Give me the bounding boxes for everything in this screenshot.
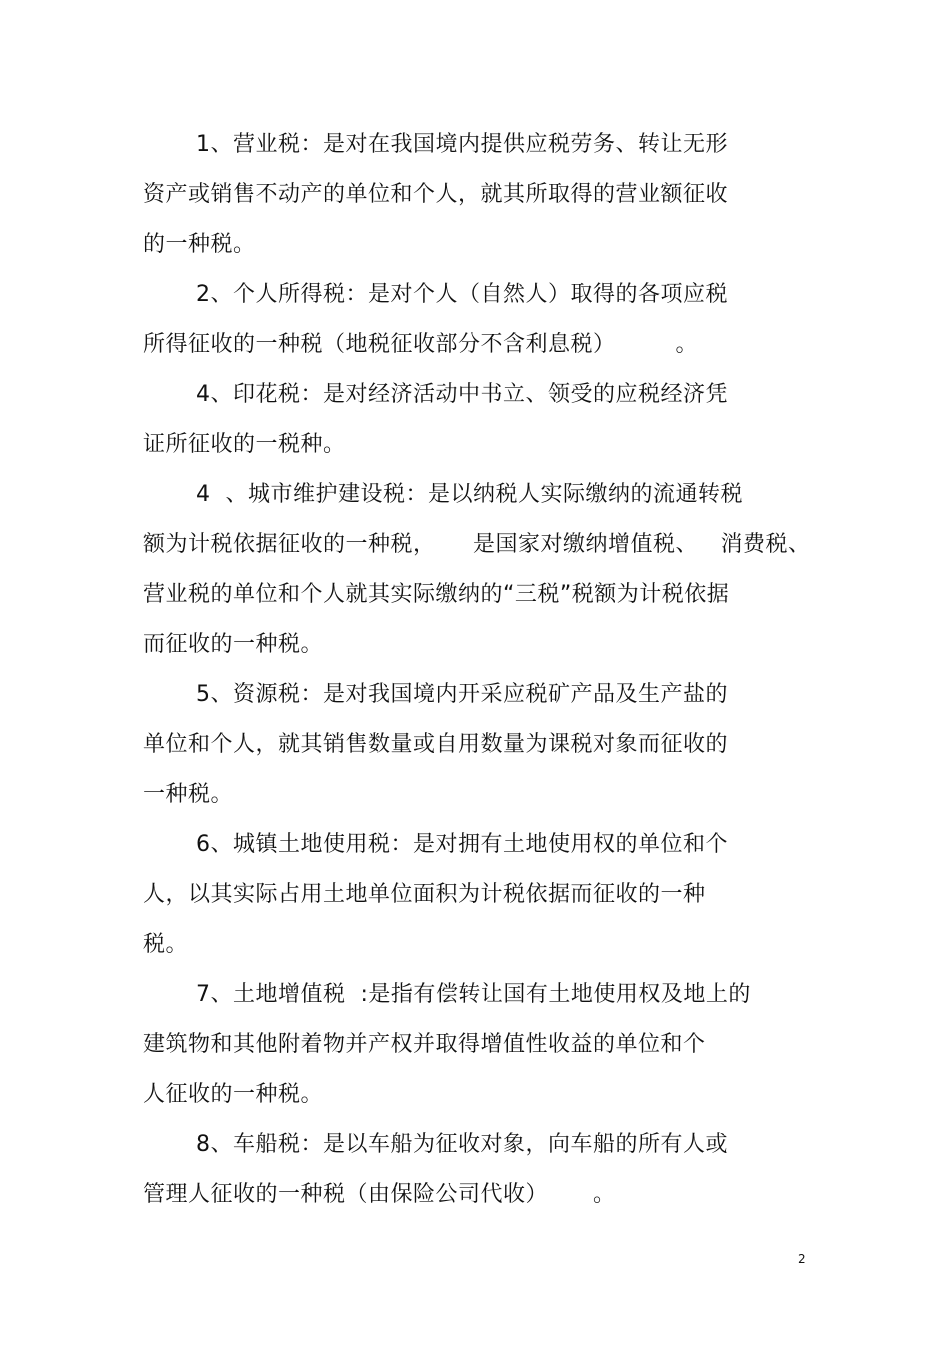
paragraph-line: 6、城镇土地使用税：是对拥有土地使用权的单位和个 bbox=[196, 832, 728, 857]
paragraph-line: 而征收的一种税。 bbox=[143, 632, 324, 657]
paragraph-line: 5、资源税：是对我国境内开采应税矿产品及生产盐的 bbox=[196, 682, 728, 707]
paragraph-line: 1、营业税：是对在我国境内提供应税劳务、转让无形 bbox=[196, 132, 728, 157]
paragraph-line: 管理人征收的一种税（由保险公司代收） 。 bbox=[143, 1182, 616, 1207]
paragraph-line: 建筑物和其他附着物并产权并取得增值性收益的单位和个 bbox=[143, 1032, 706, 1057]
paragraph-line: 营业税的单位和个人就其实际缴纳的“三税”税额为计税依据 bbox=[143, 582, 730, 607]
paragraph-line: 7、土地增值税 :是指有偿转让国有土地使用权及地上的 bbox=[196, 982, 751, 1007]
paragraph-line: 4、印花税：是对经济活动中书立、领受的应税经济凭 bbox=[196, 382, 728, 407]
paragraph-line: 资产或销售不动产的单位和个人，就其所取得的营业额征收 bbox=[143, 182, 729, 207]
paragraph-line: 证所征收的一税种。 bbox=[143, 432, 346, 457]
paragraph-line: 的一种税。 bbox=[143, 232, 256, 257]
page-number: 2 bbox=[798, 1252, 806, 1266]
paragraph-line: 2、个人所得税：是对个人（自然人）取得的各项应税 bbox=[196, 282, 728, 307]
paragraph-line: 税。 bbox=[143, 932, 189, 957]
paragraph-line: 单位和个人，就其销售数量或自用数量为课税对象而征收的 bbox=[143, 732, 729, 757]
paragraph-line: 人征收的一种税。 bbox=[143, 1082, 324, 1107]
paragraph-line: 8、车船税：是以车船为征收对象，向车船的所有人或 bbox=[196, 1132, 728, 1157]
paragraph-line: 一种税。 bbox=[143, 782, 234, 807]
paragraph-line: 所得征收的一种税（地税征收部分不含利息税） 。 bbox=[143, 332, 698, 357]
paragraph-line: 额为计税依据征收的一种税， 是国家对缴纳增值税、 消费税、 bbox=[143, 532, 811, 557]
paragraph-line: 4 、城市维护建设税：是以纳税人实际缴纳的流通转税 bbox=[196, 482, 743, 507]
paragraph-line: 人，以其实际占用土地单位面积为计税依据而征收的一种 bbox=[143, 882, 706, 907]
